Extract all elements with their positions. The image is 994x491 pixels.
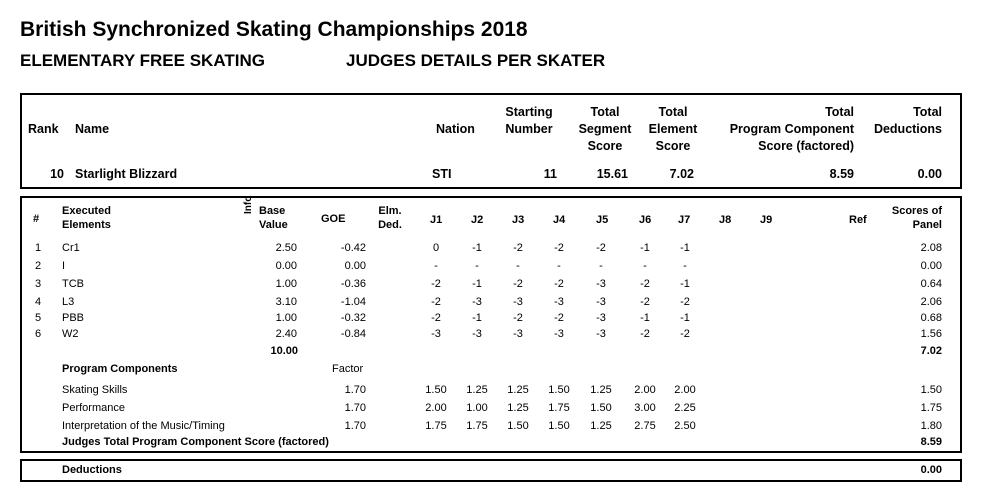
judge-mark: -1: [640, 312, 650, 324]
element-panel-score: 0.68: [920, 312, 942, 324]
judge-mark: -2: [513, 242, 523, 254]
element-base-value: 1.00: [275, 278, 297, 290]
component-name: Performance: [62, 402, 125, 414]
judge-mark: -3: [554, 296, 564, 308]
element-number: 1: [34, 242, 42, 254]
judge-component-mark: 1.00: [466, 402, 488, 414]
judge-component-mark: 2.50: [674, 420, 696, 432]
element-base-value: 0.00: [275, 260, 297, 272]
elements-total-score: 7.02: [920, 345, 942, 357]
judge-mark: -3: [513, 296, 523, 308]
element-name: I: [62, 260, 66, 272]
name-header: Name: [75, 122, 110, 136]
element-panel-score: 1.56: [920, 328, 942, 340]
judge-component-mark: 2.75: [634, 420, 656, 432]
judges-header-row: [0, 213, 994, 227]
judge-component-mark: 1.25: [507, 384, 529, 396]
judge-mark: -2: [513, 312, 523, 324]
judge-component-mark: 1.75: [548, 402, 570, 414]
element-name: Cr1: [62, 242, 80, 254]
judge-mark: -2: [640, 278, 650, 290]
element-base-value: 2.40: [275, 328, 297, 340]
skater-total-segment-score: 15.61: [596, 167, 628, 181]
total-deductions-header: Total Deductions: [873, 105, 942, 136]
judge-mark: -: [557, 260, 561, 272]
judge-component-mark: 3.00: [634, 402, 656, 414]
j2-header: J2: [471, 214, 484, 226]
judge-component-mark: 1.25: [590, 420, 612, 432]
judge-mark: -1: [640, 242, 650, 254]
ref-header: Ref: [849, 214, 867, 226]
element-row: [0, 259, 994, 273]
program-component-row: [0, 419, 994, 433]
judge-mark: -: [516, 260, 520, 272]
judge-mark: -2: [554, 242, 564, 254]
component-panel-score: 1.80: [920, 420, 942, 432]
total-segment-score-header: Total Segment Score: [578, 105, 632, 153]
element-base-value: 3.10: [275, 296, 297, 308]
base-value-header: Base Value: [259, 205, 288, 231]
judge-mark: -1: [680, 242, 690, 254]
j6-header: J6: [639, 214, 652, 226]
element-base-value: 1.00: [275, 312, 297, 324]
judge-mark: -2: [554, 278, 564, 290]
starting-number-header: Starting Number: [505, 105, 553, 136]
judge-mark: -3: [472, 296, 482, 308]
judge-component-mark: 1.25: [507, 402, 529, 414]
judge-mark: -: [643, 260, 647, 272]
element-goe: -0.42: [340, 242, 366, 254]
judge-mark: -2: [680, 328, 690, 340]
judge-component-mark: 1.50: [548, 420, 570, 432]
element-number: 6: [34, 328, 42, 340]
judge-mark: -1: [472, 242, 482, 254]
skater-starting-number: 11: [543, 167, 557, 181]
j4-header: J4: [553, 214, 566, 226]
deductions-box: [20, 459, 962, 482]
scores-of-panel-header: Scores of Panel: [891, 205, 942, 231]
element-row: [0, 277, 994, 291]
judge-component-mark: 2.00: [634, 384, 656, 396]
judge-component-mark: 1.50: [507, 420, 529, 432]
element-number: 3: [34, 278, 42, 290]
element-goe: 0.00: [344, 260, 366, 272]
judge-component-mark: 2.25: [674, 402, 696, 414]
component-name: Interpretation of the Music/Timing: [62, 420, 225, 432]
judge-mark: -3: [596, 328, 606, 340]
element-name: L3: [62, 296, 75, 308]
skater-total-element-score: 7.02: [669, 167, 694, 181]
judge-mark: -3: [554, 328, 564, 340]
deductions-label: Deductions: [62, 464, 122, 476]
program-component-row: [0, 401, 994, 415]
judge-mark: -2: [596, 242, 606, 254]
elm-ded-header: Elm. Ded.: [378, 205, 402, 231]
segment-title: ELEMENTARY FREE SKATING: [20, 51, 265, 70]
element-goe: -0.84: [340, 328, 366, 340]
component-panel-score: 1.50: [920, 384, 942, 396]
j9-header: J9: [760, 214, 773, 226]
info-header: Info: [243, 195, 254, 214]
j7-header: J7: [678, 214, 691, 226]
judge-component-mark: 1.25: [466, 384, 488, 396]
judge-mark: -3: [596, 278, 606, 290]
j3-header: J3: [512, 214, 525, 226]
element-panel-score: 0.00: [920, 260, 942, 272]
judge-mark: -3: [513, 328, 523, 340]
report-title: JUDGES DETAILS PER SKATER: [346, 51, 606, 70]
judge-component-mark: 1.50: [425, 384, 447, 396]
pcs-total-value: 8.59: [920, 436, 942, 448]
element-row: [0, 295, 994, 309]
factor-header: Factor: [332, 363, 364, 375]
judge-component-mark: 1.50: [548, 384, 570, 396]
judge-mark: -3: [596, 312, 606, 324]
pcs-total-label: Judges Total Program Component Score (factored): [62, 436, 329, 448]
element-panel-score: 2.08: [920, 242, 942, 254]
executed-elements-header: Executed Elements: [62, 205, 111, 231]
element-row: [0, 311, 994, 325]
total-element-score-header: Total Element Score: [648, 105, 698, 153]
judge-component-mark: 2.00: [425, 402, 447, 414]
judge-mark: -2: [554, 312, 564, 324]
element-row: [0, 327, 994, 341]
judge-mark: -2: [640, 328, 650, 340]
judge-mark: -3: [596, 296, 606, 308]
judge-mark: -3: [472, 328, 482, 340]
element-number-header: #: [33, 213, 40, 225]
program-components-header: Program Components: [62, 363, 178, 375]
judge-mark: -1: [472, 312, 482, 324]
component-factor: 1.70: [344, 420, 366, 432]
element-goe: -1.04: [340, 296, 366, 308]
rank-header: Rank: [28, 122, 59, 136]
j8-header: J8: [719, 214, 732, 226]
element-goe: -0.36: [340, 278, 366, 290]
total-program-component-header: Total Program Component Score (factored): [729, 105, 854, 153]
element-base-value: 2.50: [275, 242, 297, 254]
element-panel-score: 2.06: [920, 296, 942, 308]
component-panel-score: 1.75: [920, 402, 942, 414]
judge-mark: -2: [431, 312, 441, 324]
element-name: PBB: [62, 312, 85, 324]
judge-component-mark: 1.75: [425, 420, 447, 432]
judge-mark: -: [434, 260, 438, 272]
element-name: TCB: [62, 278, 84, 290]
judge-mark: -: [475, 260, 479, 272]
judge-component-mark: 2.00: [674, 384, 696, 396]
skater-rank: 10: [50, 167, 64, 181]
goe-header: GOE: [321, 213, 346, 225]
element-row: [0, 241, 994, 255]
j1-header: J1: [430, 214, 443, 226]
judge-mark: -2: [680, 296, 690, 308]
skater-nation: STI: [432, 167, 452, 181]
element-name: W2: [62, 328, 79, 340]
element-number: 5: [34, 312, 42, 324]
element-number: 2: [34, 260, 42, 272]
judge-mark: -: [599, 260, 603, 272]
judge-component-mark: 1.75: [466, 420, 488, 432]
total-base-value: 10.00: [270, 345, 298, 357]
deductions-value: 0.00: [920, 464, 942, 476]
judge-mark: -: [683, 260, 687, 272]
element-panel-score: 0.64: [920, 278, 942, 290]
judge-mark: -2: [431, 296, 441, 308]
element-number: 4: [34, 296, 42, 308]
skater-total-pcs: 8.59: [829, 167, 854, 181]
element-goe: -0.32: [340, 312, 366, 324]
component-factor: 1.70: [344, 384, 366, 396]
judge-component-mark: 1.50: [590, 402, 612, 414]
judge-mark: -1: [472, 278, 482, 290]
j5-header: J5: [596, 214, 609, 226]
skater-total-deductions: 0.00: [917, 167, 942, 181]
judge-mark: -2: [513, 278, 523, 290]
judge-mark: -2: [431, 278, 441, 290]
judge-mark: -2: [640, 296, 650, 308]
judge-mark: -1: [680, 312, 690, 324]
judge-component-mark: 1.25: [590, 384, 612, 396]
judge-mark: -3: [431, 328, 441, 340]
page-title: British Synchronized Skating Championships 2018: [20, 18, 528, 41]
program-component-row: [0, 383, 994, 397]
judge-mark: 0: [432, 242, 440, 254]
component-factor: 1.70: [344, 402, 366, 414]
component-name: Skating Skills: [62, 384, 128, 396]
judge-mark: -1: [680, 278, 690, 290]
nation-header: Nation: [436, 122, 475, 136]
skater-name: Starlight Blizzard: [75, 167, 178, 181]
